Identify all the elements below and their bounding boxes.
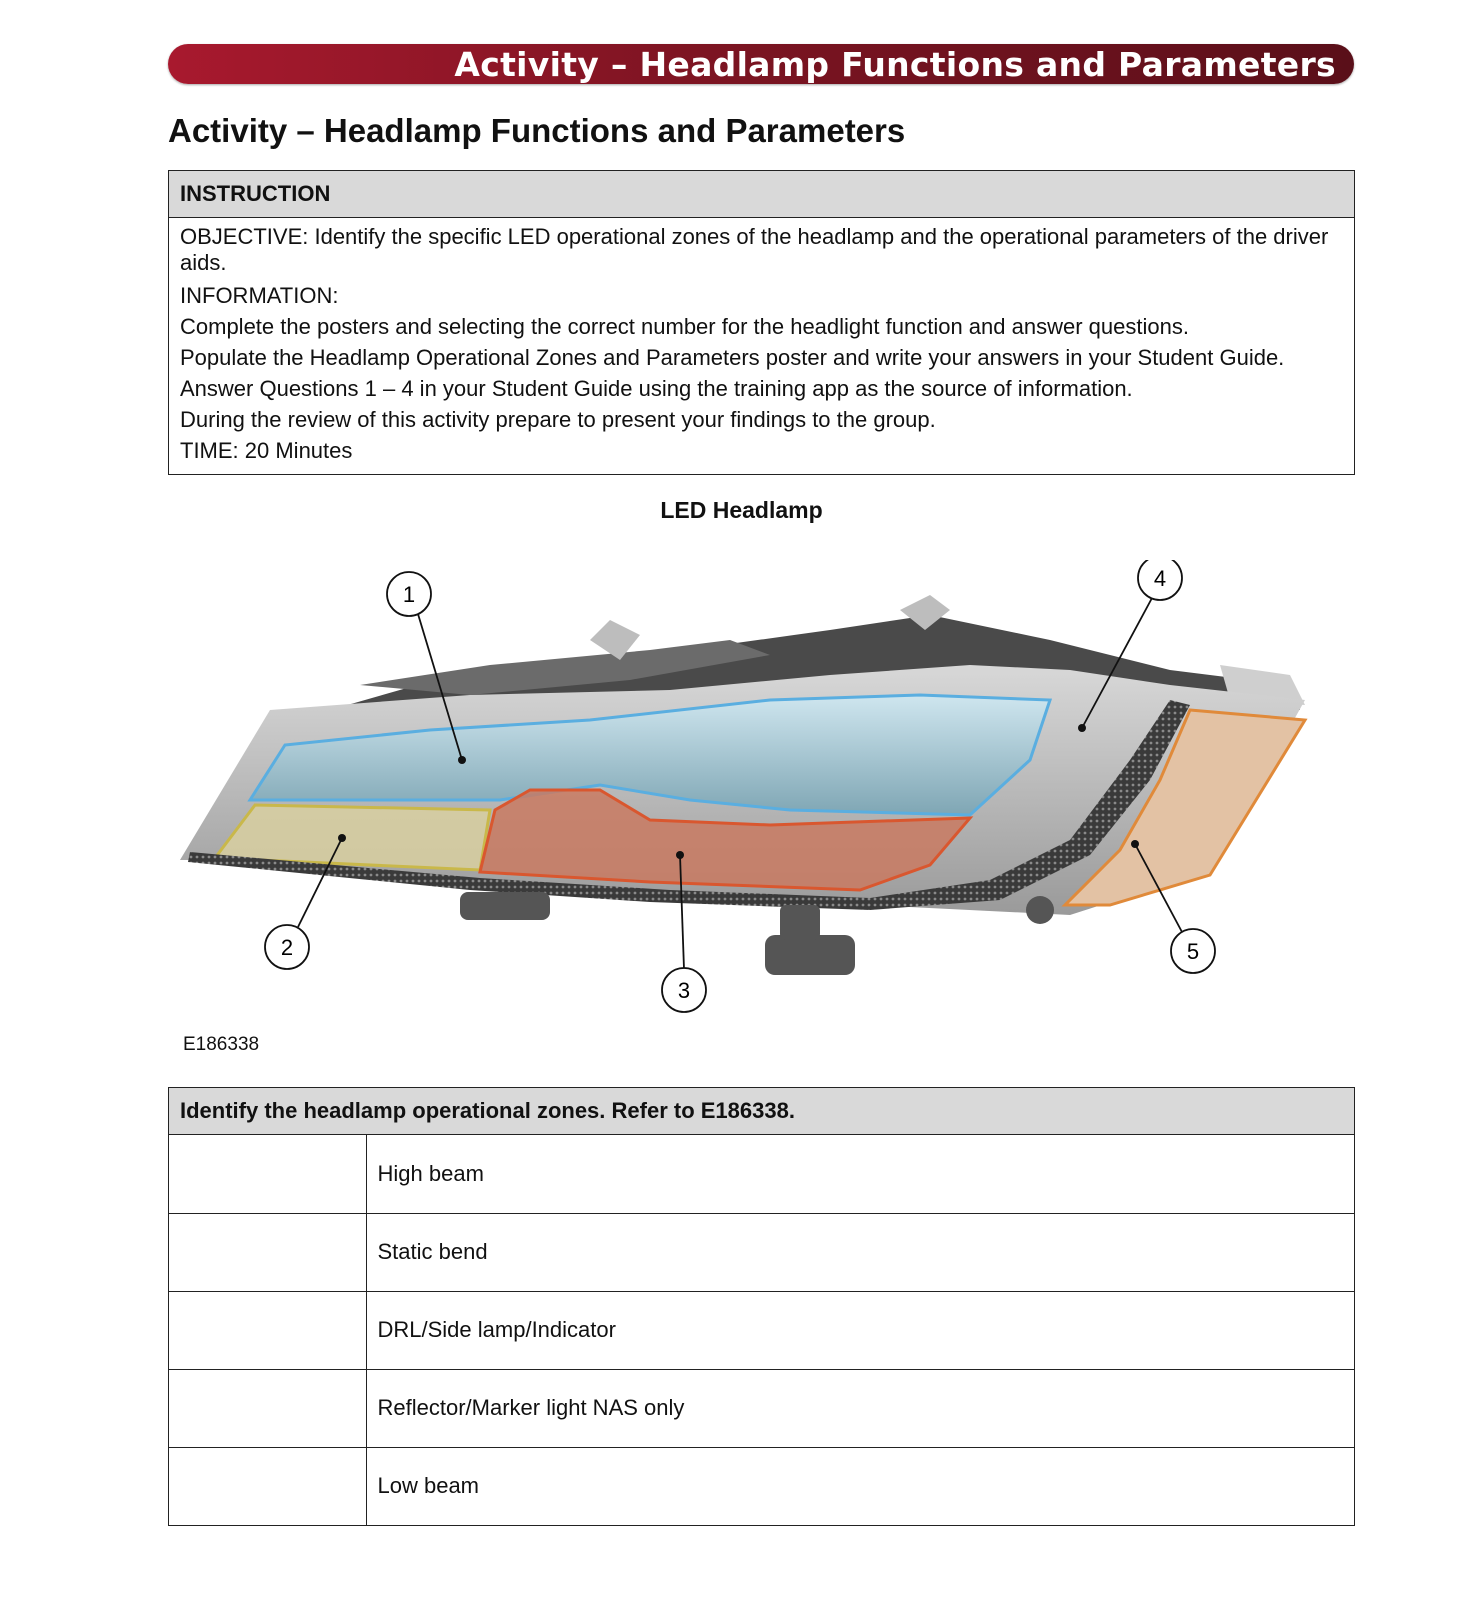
banner-title: Activity – Headlamp Functions and Parameters	[454, 44, 1336, 84]
zones-table-header: Identify the headlamp operational zones. Refer to E186338.	[169, 1088, 1354, 1135]
table-row	[169, 1291, 1354, 1369]
answer-cell[interactable]	[169, 1213, 366, 1291]
answer-cell[interactable]	[169, 1447, 366, 1525]
callout-3-number: 3	[677, 978, 691, 1003]
time-text: TIME: 20 Minutes	[180, 438, 353, 463]
zones-table	[169, 1135, 1354, 1525]
zone-label: Low beam	[366, 1447, 1354, 1525]
section-banner	[168, 44, 1354, 84]
zone-label: Reflector/Marker light NAS only	[366, 1369, 1354, 1447]
figure-id: E186338	[183, 1034, 260, 1055]
headlamp-illustration	[170, 560, 1360, 1040]
instruction-line: Answer Questions 1 – 4 in your Student Guide using the training app as the source of information.	[180, 376, 1133, 401]
callout-1	[387, 572, 431, 616]
table-row	[169, 1447, 1354, 1525]
callout-2-number: 2	[280, 935, 294, 960]
answer-cell[interactable]	[169, 1291, 366, 1369]
page-title: Activity – Headlamp Functions and Parameters	[168, 112, 906, 149]
callout-5	[1171, 929, 1215, 973]
instruction-header: INSTRUCTION	[169, 171, 1354, 218]
figure-title: LED Headlamp	[660, 497, 823, 523]
callout-2	[265, 925, 309, 969]
objective-text: OBJECTIVE: Identify the specific LED operational zones of the headlamp and the operational parameters of the driver aids.	[180, 224, 1329, 275]
callout-5-number: 5	[1186, 939, 1200, 964]
zone-label: Static bend	[366, 1213, 1354, 1291]
headlamp-figure	[170, 560, 1360, 1040]
callout-3	[662, 968, 706, 1012]
instruction-box	[168, 170, 1355, 475]
information-label: INFORMATION:	[180, 283, 339, 308]
instruction-line: Populate the Headlamp Operational Zones and Parameters poster and write your answers in your Student Guide.	[180, 345, 1285, 370]
table-row	[169, 1213, 1354, 1291]
zone-label: High beam	[377, 1160, 484, 1186]
zone-label: DRL/Side lamp/Indicator	[366, 1291, 1354, 1369]
callout-1-number: 1	[402, 582, 416, 607]
answer-cell[interactable]	[169, 1369, 366, 1447]
instruction-line: During the review of this activity prepare to present your findings to the group.	[180, 407, 936, 432]
zones-table-box	[168, 1087, 1355, 1526]
callout-4-number: 4	[1153, 566, 1167, 591]
table-row	[169, 1369, 1354, 1447]
callout-4	[1138, 560, 1182, 600]
answer-cell[interactable]	[169, 1135, 366, 1213]
table-row	[169, 1135, 1354, 1213]
instruction-body	[169, 218, 1354, 474]
instruction-line: Complete the posters and selecting the correct number for the headlight function and answer questions.	[180, 314, 1189, 339]
